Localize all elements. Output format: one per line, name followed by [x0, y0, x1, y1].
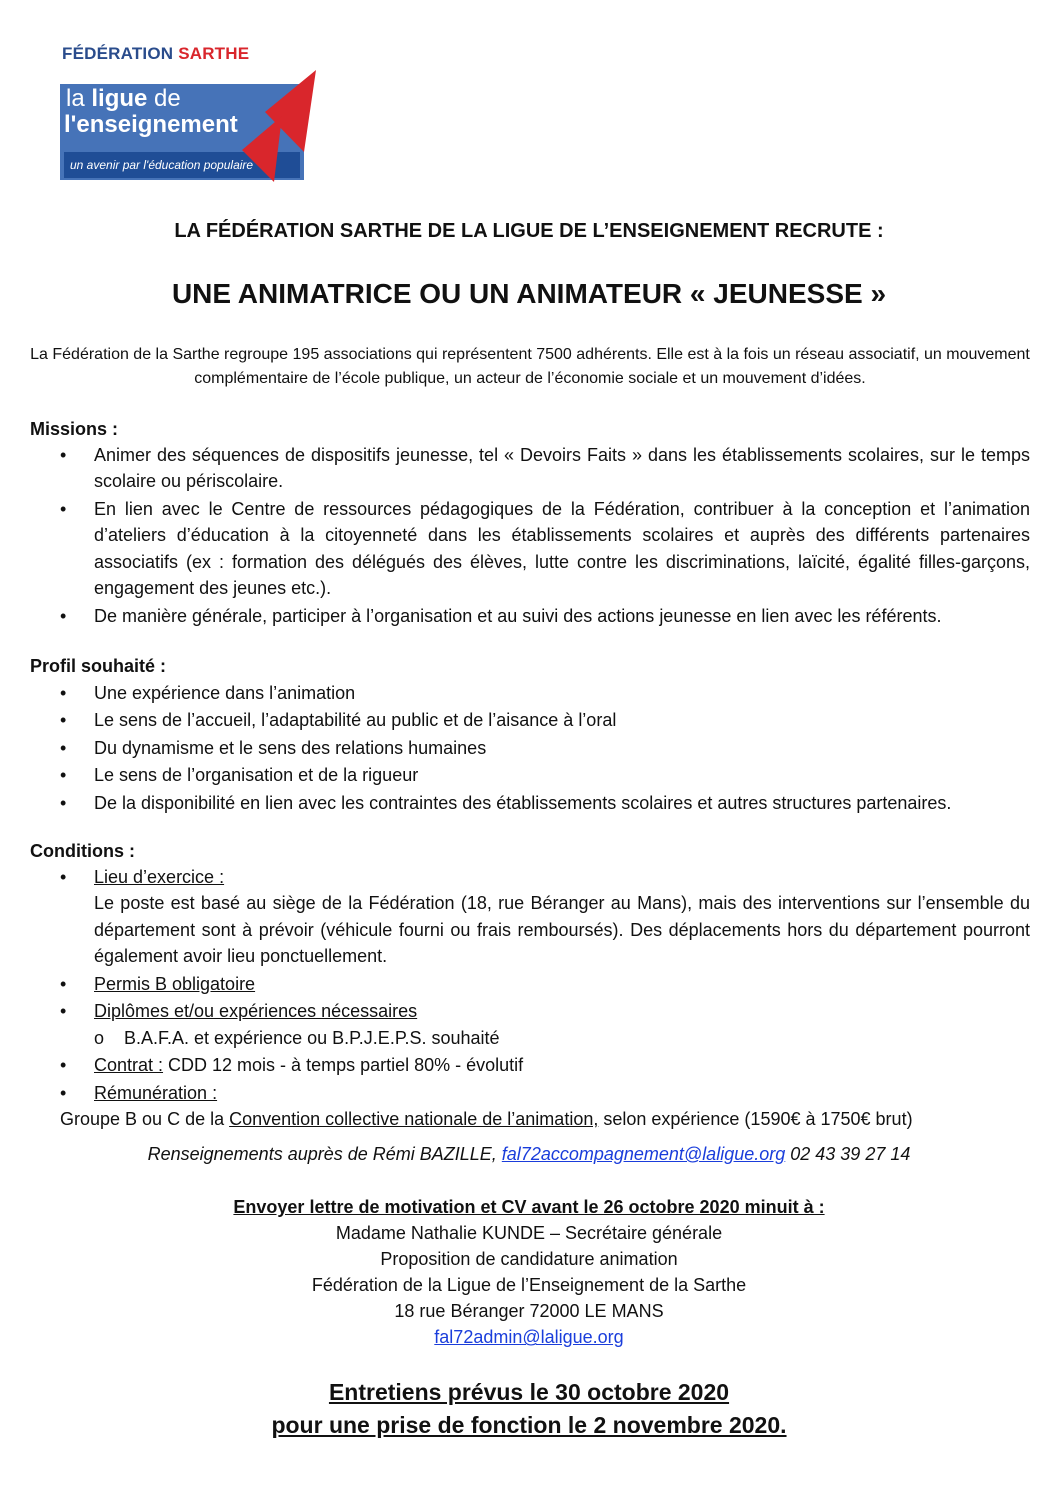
interview-dates [0, 1376, 1058, 1441]
page-title: UNE ANIMATRICE OU UN ANIMATEUR « JEUNESSE » [171, 278, 887, 309]
address-line: 18 rue Béranger 72000 LE MANS [394, 1301, 664, 1322]
logo-line2: l'enseignement [64, 111, 238, 138]
list-item: • Une expérience dans l’animation [60, 683, 356, 703]
list-item: • Le sens de l’accueil, l’adaptabilité au public et de l’aisance à l’oral [60, 710, 617, 731]
address-line: Proposition de candidature animation [380, 1249, 678, 1270]
list-item: • Animer des séquences de dispositifs jeunesse, tel « Devoirs Faits » dans les établissements scolaires, sur le temps scolaire ou périscolaire. [60, 445, 1030, 492]
logo [60, 42, 320, 192]
admin-email-link[interactable]: fal72admin@laligue.org [434, 1327, 624, 1348]
list-item: • Du dynamisme et le sens des relations humaines [60, 737, 487, 758]
list-item: • De manière générale, participer à l’organisation et au suivi des actions jeunesse en lien avec les référents. [60, 605, 942, 626]
list-item: • Le sens de l’organisation et de la rigueur [60, 765, 419, 786]
logo-federation: FÉDÉRATION SARTHE [62, 44, 250, 63]
missions-title: Missions : [30, 419, 119, 439]
convention-link[interactable]: Convention collective nationale de l’animation, [229, 1109, 599, 1130]
profil-list [60, 680, 1030, 817]
list-item-contrat: • Contrat : CDD 12 mois - à temps partiel 80% - évolutif [60, 1055, 524, 1076]
start-date-line: pour une prise de fonction le 2 novembre 2020. [271, 1411, 787, 1438]
address-line: Fédération de la Ligue de l’Enseignement de la Sarthe [311, 1275, 747, 1296]
logo-tagline: un avenir par l'éducation populaire [64, 152, 300, 178]
intro-paragraph: La Fédération de la Sarthe regroupe 195 associations qui représentent 7500 adhérents. Elle est à la fois un réseau associatif, un mouvement complémentaire de l’école publique, un acteur de l’économie sociale et un mouvement d’idées. [30, 346, 1030, 387]
profil-title: Profil souhaité : [30, 656, 167, 676]
list-item-permis: • Permis B obligatoire [60, 973, 256, 994]
list-item-lieu: • Lieu d’exercice : Le poste est basé au siège de la Fédération (18, rue Béranger au Mans), mais des interventions sur l’ensemble du département sont à prévoir (véhicule fourni ou frais remboursés). Des déplacements hors du département pourront également avoir lieu ponctuellement. [60, 867, 1030, 967]
application-instructions: Envoyer lettre de motivation et CV avant le 26 octobre 2020 minuit à : [233, 1197, 825, 1217]
conditions-title: Conditions : [30, 841, 135, 861]
application-address [0, 1194, 1058, 1351]
contact-info: Renseignements auprès de Rémi BAZILLE, fal72accompagnement@laligue.org 02 43 39 27 14 [147, 1144, 911, 1164]
missions-list [60, 442, 1030, 630]
list-item-diplomes: • Diplômes et/ou expériences nécessaires o B.A.F.A. et expérience ou B.P.J.E.P.S. souhaité [60, 998, 1030, 1051]
page-heading: LA FÉDÉRATION SARTHE DE LA LIGUE DE L’ENSEIGNEMENT RECRUTE : [174, 220, 884, 242]
list-item-remuneration: • Rémunération : Groupe B ou C de la Convention collective nationale de l’animation, selon expérience (1590€ à 1750€ brut) [60, 1082, 913, 1130]
logo-line1: la ligue de [66, 85, 181, 112]
conditions-list [60, 864, 1030, 1134]
contact-email-link[interactable]: fal72accompagnement@laligue.org [501, 1144, 786, 1164]
list-item: • De la disponibilité en lien avec les contraintes des établissements scolaires et autres structures partenaires. [60, 792, 952, 813]
list-item: • En lien avec le Centre de ressources pédagogiques de la Fédération, contribuer à la conception et l’animation d’ateliers d’éducation à la citoyenneté dans les établissements scolaires et auprès des différents partenaires associatifs (ex : formation des délégués des élèves, lutte contre les discriminations, laïcité, égalité filles-garçons, engagement des jeunes etc.). [60, 498, 1030, 599]
sub-list-item: o B.A.F.A. et expérience ou B.P.J.E.P.S. souhaité [94, 1027, 500, 1048]
logo-red-arrows [60, 42, 320, 192]
address-line: Madame Nathalie KUNDE – Secrétaire générale [335, 1223, 723, 1244]
interview-line: Entretiens prévus le 30 octobre 2020 [328, 1379, 730, 1405]
